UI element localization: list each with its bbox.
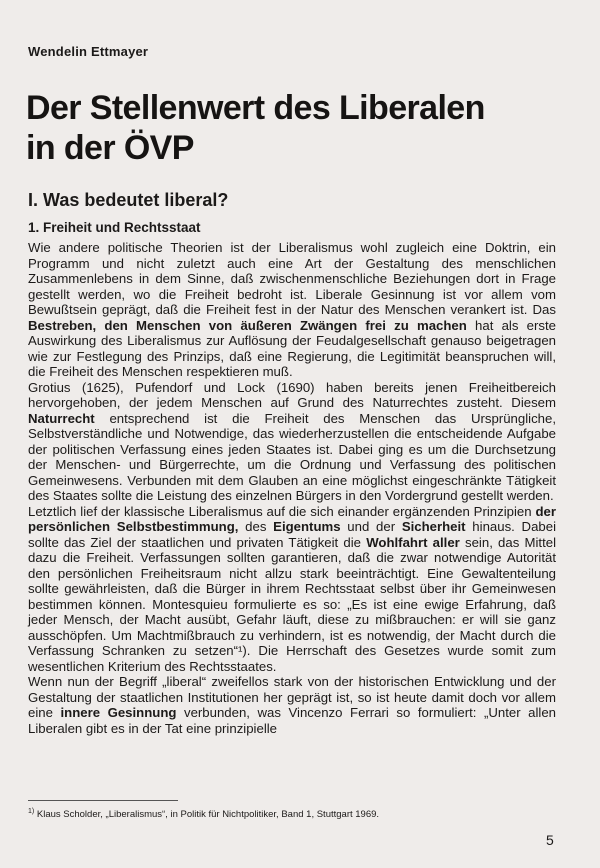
title-line: in der ÖVP	[26, 129, 194, 167]
emphasis-text: innere Gesinnung	[60, 705, 177, 720]
text-run: Grotius (1625), Pufendorf und Lock (1690) haben bereits jenen Freiheitbereich hervorgehoben, der jedem Menschen auf Grund des Naturrechtes zusteht. Diesem	[28, 379, 556, 410]
author-name: Wendelin Ettmayer	[28, 44, 149, 59]
article-title	[26, 88, 566, 168]
footnote-marker: 1)	[28, 808, 35, 815]
text-run: und der	[340, 519, 402, 534]
paragraph	[28, 380, 556, 504]
text-run: Letztlich lief der klassische Liberalismus auf die sich einander ergänzenden Prinzipien	[28, 503, 536, 519]
text-run: verbunden, was Vincenzo Ferrari so formuliert: „Unter allen Liberalen gibt es in der Tat eine prinzipielle	[28, 705, 556, 736]
section-heading: I. Was bedeutet liberal?	[28, 190, 229, 210]
text-run: des	[238, 519, 274, 534]
emphasis-text: Eigentums	[273, 519, 341, 534]
emphasis-text: Bestreben, den Menschen von äußeren Zwängen frei zu machen	[28, 317, 467, 333]
footnote-divider	[28, 800, 178, 801]
footnote-text: Klaus Scholder, „Liberalismus“, in Politik für Nichtpolitiker, Band 1, Stuttgart 1969.	[36, 809, 380, 821]
emphasis-text: Wohlfahrt aller	[366, 534, 460, 550]
title-line: Der Stellenwert des Liberalen	[26, 89, 485, 127]
emphasis-text: der persönlichen Selbstbestimmung,	[28, 503, 556, 534]
page-number: 5	[546, 832, 554, 848]
text-run: hat als erste Auswirkung des Liberalismus zur Auflösung der Feudalgesellschaft genauso beigetragen wie zur Festlegung des Prinzips, daß eine Regierung, die Legitimität beanspruchen will, die Freiheit des Menschen respektieren muß.	[28, 317, 556, 379]
paragraph	[28, 504, 556, 675]
paragraph	[28, 674, 556, 736]
emphasis-text: Sicherheit	[401, 519, 466, 534]
body-text	[28, 240, 556, 736]
text-run: sein, das Mittel dazu die Freiheit. Verfassungen sollten garantieren, daß die zwar notwendige Autorität den persönlichen Freiheitsraum nicht allzu stark beeinträchtigt. Eine Gewaltenteilung sollte gewährleisten, daß die Bürger in ihrem Rechtsstaat selbst über ihr Gemeinwesen bestimmen können. Montesquieu formulierte es so: „Es ist eine ewige Erfahrung, daß jeder Mensch, der Macht ausübt, Gefahr läuft, diese zu mißbrauchen: er will sie ganz ausschöpfen. Um Machtmißbrauch zu verhindern, ist es notwendig, der Macht durch die Verfassung Schranken zu setzen“¹). Die Herrschaft des Gesetzes wurde somit zum wesentlichen Kriterium des Rechtsstaates.	[28, 534, 556, 674]
text-run: entsprechend ist die Freiheit des Menschen das Ursprüngliche, Selbstverständliche und Notwendige, das wiederherzustellen die entscheidende Aufgabe der politischen Verfassung eines jeden Staates ist. Dabei ging es um die Durchsetzung der Menschen- und Bürgerrechte, um die Ordnung und Verfassung des politischen Gemeinwesens. Verbunden mit dem Glauben an eine möglichst eingeschränkte Tätigkeit des Staates sollte die Leistung des einzelnen Bürgers in den Vordergrund gestellt werden.	[28, 410, 556, 503]
footnote	[28, 806, 558, 821]
text-run: hinaus. Dabei sollte das Ziel der staatlichen und privaten Tätigkeit die	[28, 519, 557, 550]
text-run: Wenn nun der Begriff „liberal“ zweifellos stark von der historischen Entwicklung und der Gestaltung der staatlichen Institutionen her geprägt ist, so ist heute damit doch vor allem eine	[28, 674, 556, 720]
sub-heading: 1. Freiheit und Rechtsstaat	[28, 220, 201, 235]
text-run: Wie andere politische Theorien ist der Liberalismus wohl zugleich eine Doktrin, ein Programm und nicht zuletzt auch eine Art der Gestaltung des menschlichen Zusammenlebens in dem Sinne, daß zwischenmenschliche Beziehungen dort in Frage gestellt werden, wo die Freiheit bedroht ist. Liberale Gesinnung ist vor allem vom Bewußtsein geprägt, daß die Freiheit fest in der Natur des Menschen verankert ist. Das	[28, 240, 556, 317]
paragraph	[28, 240, 556, 380]
emphasis-text: Naturrecht	[28, 410, 95, 426]
